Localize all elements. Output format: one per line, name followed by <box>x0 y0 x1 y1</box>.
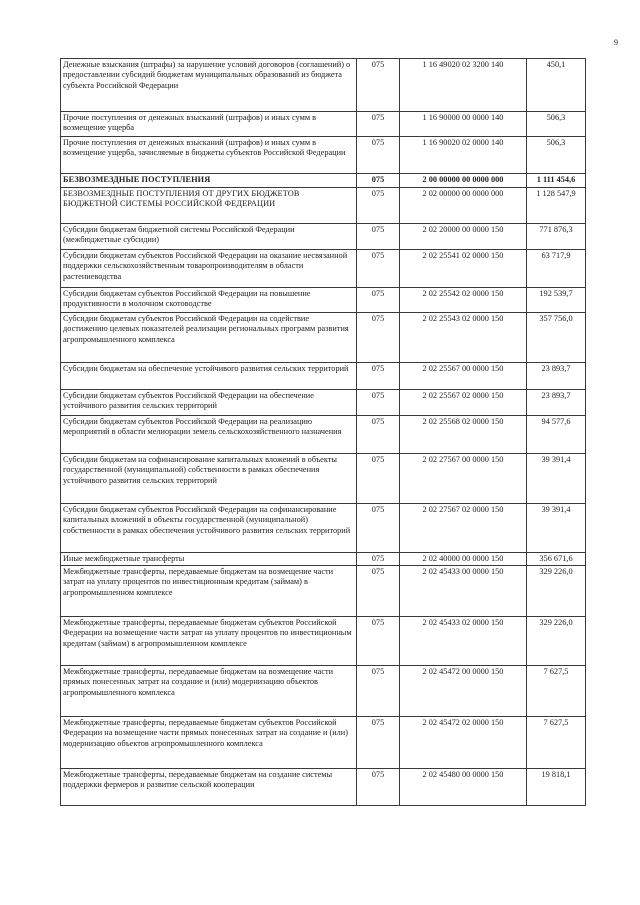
row-admin-code: 075 <box>357 566 400 617</box>
row-name: Субсидии бюджетам субъектов Российской Федерации на софинансирование капитальных вложений в объекты государственной (муниципальной) собственности в рамках обеспечения устойчивого развития сельских территорий <box>61 504 357 553</box>
table-row <box>61 504 586 553</box>
row-budget-code: 2 02 45480 00 0000 150 <box>400 769 527 806</box>
row-name: Субсидии бюджетам на обеспечение устойчивого развития сельских территорий <box>61 363 357 390</box>
row-name: Межбюджетные трансферты, передаваемые бюджетам субъектов Российской Федерации на возмещение части затрат на уплату процентов по инвестиционным кредитам (займам) в агропромышленном комплексе <box>61 617 357 666</box>
row-amount: 63 717,9 <box>527 250 586 288</box>
table-row <box>61 717 586 769</box>
row-amount: 357 756,0 <box>527 313 586 363</box>
row-amount: 329 226,0 <box>527 566 586 617</box>
row-amount: 7 627,5 <box>527 717 586 769</box>
table-row <box>61 250 586 288</box>
row-amount: 506,3 <box>527 137 586 174</box>
row-budget-code: 2 02 45472 02 0000 150 <box>400 717 527 769</box>
row-budget-code: 1 16 90020 02 0000 140 <box>400 137 527 174</box>
row-budget-code: 2 02 45433 02 0000 150 <box>400 617 527 666</box>
row-admin-code: 075 <box>357 416 400 454</box>
revenue-table <box>60 58 586 806</box>
row-amount: 23 893,7 <box>527 390 586 416</box>
row-budget-code: 2 00 00000 00 0000 000 <box>400 174 527 188</box>
row-budget-code: 2 02 25542 02 0000 150 <box>400 288 527 313</box>
table-row-total <box>61 174 586 188</box>
row-amount: 329 226,0 <box>527 617 586 666</box>
row-budget-code: 1 16 49020 02 3200 140 <box>400 59 527 112</box>
table-row <box>61 390 586 416</box>
row-name: Субсидии бюджетам субъектов Российской Федерации на обеспечение устойчивого развития сельских территорий <box>61 390 357 416</box>
row-budget-code: 2 02 40000 00 0000 150 <box>400 553 527 566</box>
row-budget-code: 1 16 90000 00 0000 140 <box>400 112 527 137</box>
row-admin-code: 075 <box>357 390 400 416</box>
row-admin-code: 075 <box>357 553 400 566</box>
row-name: Субсидии бюджетам субъектов Российской Федерации на повышение продуктивности в молочном скотоводстве <box>61 288 357 313</box>
row-name: Иные межбюджетные трансферты <box>61 553 357 566</box>
row-admin-code: 075 <box>357 769 400 806</box>
row-amount: 192 539,7 <box>527 288 586 313</box>
row-amount: 19 818,1 <box>527 769 586 806</box>
row-amount: 1 128 547,9 <box>527 188 586 224</box>
row-budget-code: 2 02 45472 00 0000 150 <box>400 666 527 717</box>
row-name: Межбюджетные трансферты, передаваемые бюджетам на возмещение части прямых понесенных затрат на создание и (или) модернизацию объектов агропромышленного комплекса <box>61 666 357 717</box>
row-admin-code: 075 <box>357 363 400 390</box>
row-amount: 356 671,6 <box>527 553 586 566</box>
row-budget-code: 2 02 45433 00 0000 150 <box>400 566 527 617</box>
row-budget-code: 2 02 27567 02 0000 150 <box>400 504 527 553</box>
table-row <box>61 137 586 174</box>
row-admin-code: 075 <box>357 313 400 363</box>
table-row-section <box>61 188 586 224</box>
row-admin-code: 075 <box>357 112 400 137</box>
page-number: 9 <box>614 38 618 47</box>
table-row <box>61 288 586 313</box>
row-amount: 1 111 454,6 <box>527 174 586 188</box>
row-admin-code: 075 <box>357 288 400 313</box>
row-name: Прочие поступления от денежных взысканий (штрафов) и иных сумм в возмещение ущерба, зачисляемые в бюджеты субъектов Российской Федерации <box>61 137 357 174</box>
row-admin-code: 075 <box>357 717 400 769</box>
row-name: Межбюджетные трансферты, передаваемые бюджетам на возмещение части затрат на уплату процентов по инвестиционным кредитам (займам) в агропромышленном комплексе <box>61 566 357 617</box>
row-admin-code: 075 <box>357 454 400 504</box>
row-name: Межбюджетные трансферты, передаваемые бюджетам на создание системы поддержки фермеров и развитие сельской кооперации <box>61 769 357 806</box>
row-admin-code: 075 <box>357 188 400 224</box>
row-name: Субсидии бюджетам на софинансирование капитальных вложений в объекты государственной (муниципальной) собственности в рамках обеспечения устойчивого развития сельских территорий <box>61 454 357 504</box>
row-budget-code: 2 02 00000 00 0000 000 <box>400 188 527 224</box>
row-name: Прочие поступления от денежных взысканий (штрафов) и иных сумм в возмещение ущерба <box>61 112 357 137</box>
table-row <box>61 112 586 137</box>
row-name: Субсидии бюджетам субъектов Российской Федерации на оказание несвязанной поддержки сельскохозяйственным товаропроизводителям в области растениеводства <box>61 250 357 288</box>
row-budget-code: 2 02 25543 02 0000 150 <box>400 313 527 363</box>
table-row <box>61 224 586 250</box>
row-admin-code: 075 <box>357 250 400 288</box>
row-budget-code: 2 02 25568 02 0000 150 <box>400 416 527 454</box>
table-row <box>61 416 586 454</box>
row-budget-code: 2 02 27567 00 0000 150 <box>400 454 527 504</box>
row-amount: 39 391,4 <box>527 454 586 504</box>
table-row <box>61 617 586 666</box>
row-budget-code: 2 02 20000 00 0000 150 <box>400 224 527 250</box>
row-admin-code: 075 <box>357 504 400 553</box>
row-budget-code: 2 02 25567 00 0000 150 <box>400 363 527 390</box>
row-amount: 506,3 <box>527 112 586 137</box>
row-budget-code: 2 02 25541 02 0000 150 <box>400 250 527 288</box>
row-name: Субсидии бюджетам субъектов Российской Федерации на реализацию мероприятий в области мелиорации земель сельскохозяйственного назначения <box>61 416 357 454</box>
row-name: БЕЗВОЗМЕЗДНЫЕ ПОСТУПЛЕНИЯ ОТ ДРУГИХ БЮДЖЕТОВ БЮДЖЕТНОЙ СИСТЕМЫ РОССИЙСКОЙ ФЕДЕРАЦИИ <box>61 188 357 224</box>
row-name: Межбюджетные трансферты, передаваемые бюджетам субъектов Российской Федерации на возмещение части прямых понесенных затрат на создание и (или) модернизацию объектов агропромышленного комплекса <box>61 717 357 769</box>
table-row <box>61 666 586 717</box>
table-row <box>61 454 586 504</box>
table-row <box>61 59 586 112</box>
row-name: БЕЗВОЗМЕЗДНЫЕ ПОСТУПЛЕНИЯ <box>61 174 357 188</box>
row-amount: 7 627,5 <box>527 666 586 717</box>
row-admin-code: 075 <box>357 224 400 250</box>
table-row <box>61 313 586 363</box>
row-name: Субсидии бюджетам бюджетной системы Российской Федерации (межбюджетные субсидии) <box>61 224 357 250</box>
row-amount: 39 391,4 <box>527 504 586 553</box>
row-admin-code: 075 <box>357 666 400 717</box>
row-name: Субсидии бюджетам субъектов Российской Федерации на содействие достижению целевых показателей реализации региональных программ развития агропромышленного комплекса <box>61 313 357 363</box>
table-row <box>61 363 586 390</box>
row-admin-code: 075 <box>357 174 400 188</box>
table-row <box>61 566 586 617</box>
row-amount: 23 893,7 <box>527 363 586 390</box>
table-row <box>61 553 586 566</box>
row-amount: 94 577,6 <box>527 416 586 454</box>
row-amount: 771 876,3 <box>527 224 586 250</box>
row-amount: 450,1 <box>527 59 586 112</box>
row-admin-code: 075 <box>357 59 400 112</box>
row-admin-code: 075 <box>357 137 400 174</box>
row-budget-code: 2 02 25567 02 0000 150 <box>400 390 527 416</box>
table-row <box>61 769 586 806</box>
row-name: Денежные взыскания (штрафы) за нарушение условий договоров (соглашений) о предоставлении субсидий бюджетам муниципальных образований из бюджета субъекта Российской Федерации <box>61 59 357 112</box>
row-admin-code: 075 <box>357 617 400 666</box>
